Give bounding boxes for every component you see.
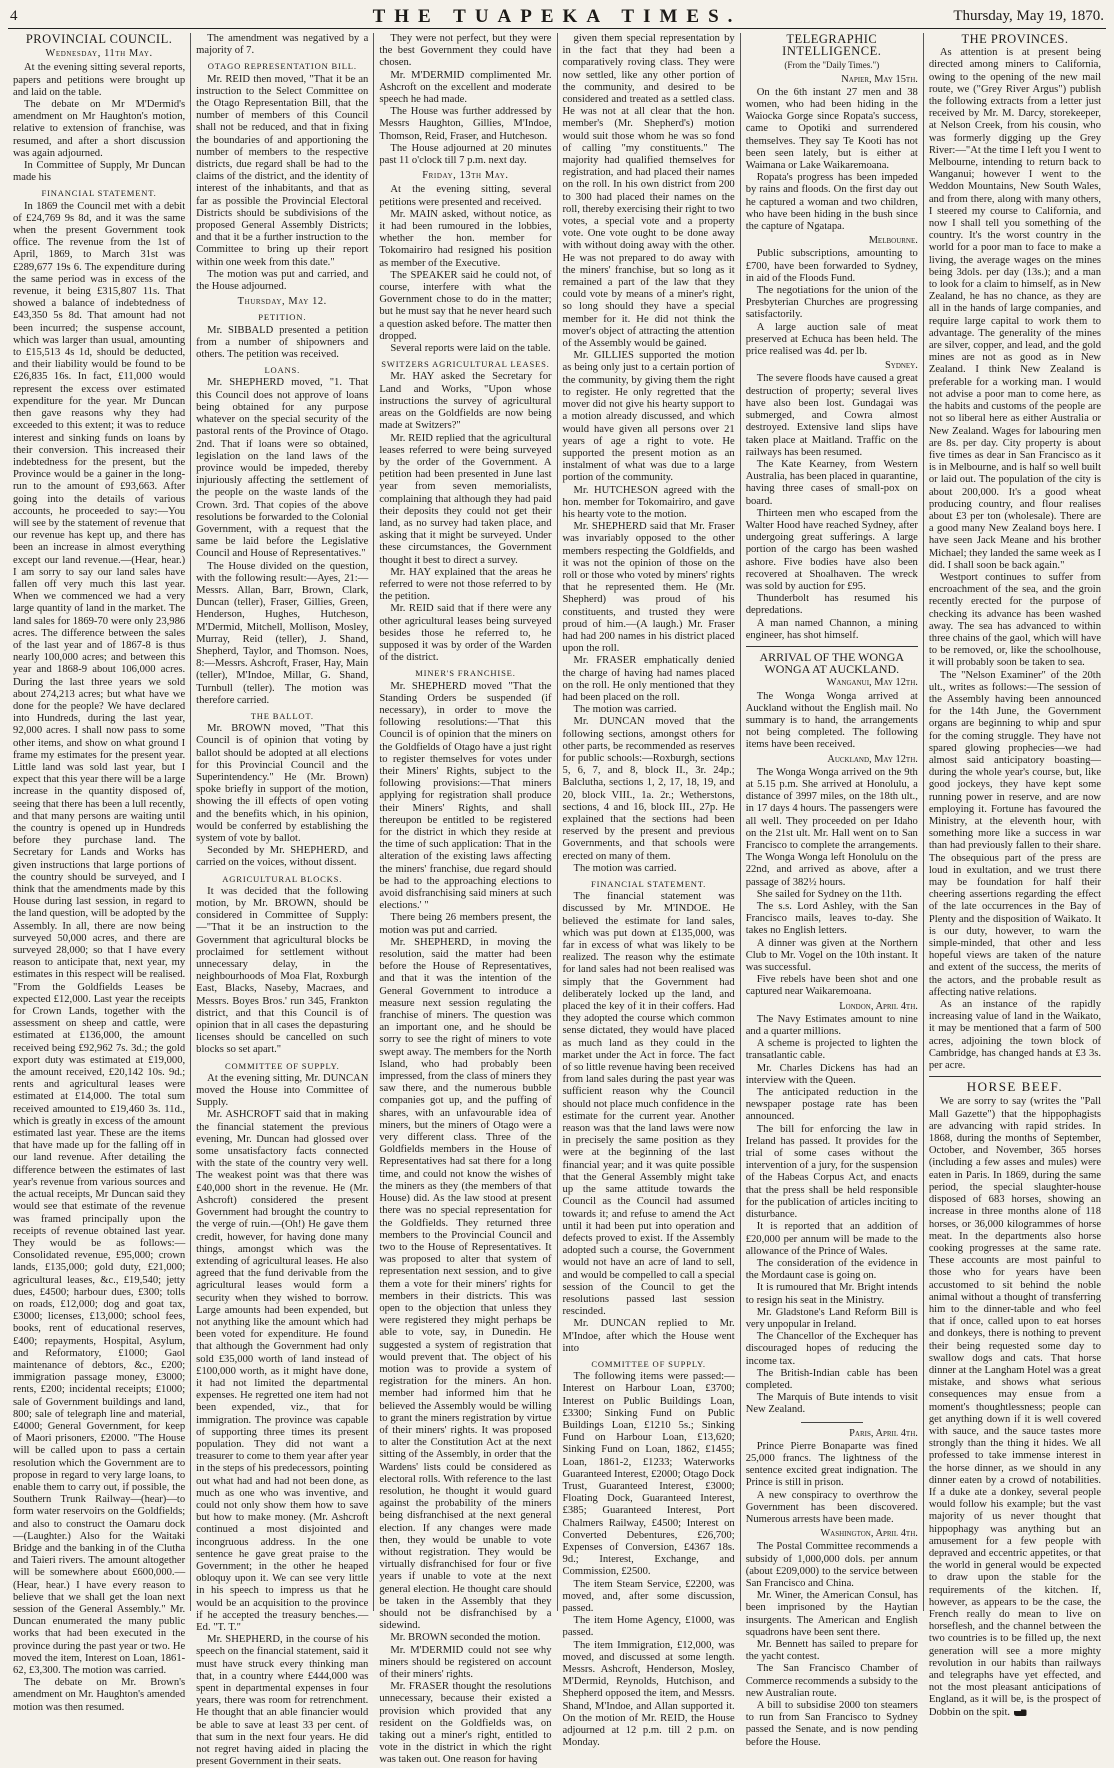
- paragraph: Mr. Bennett has sailed to prepare for the yacht contest.: [745, 1639, 918, 1663]
- dateline-friday: Friday, 13th May.: [422, 170, 509, 182]
- paragraph: The Chancellor of the Exchequer has discouraged hopes of reducing the income tax.: [745, 1331, 918, 1367]
- paragraph: Mr. DUNCAN moved that the following sections, amongst others for other parts, be recommended as reserves for public schools:—Roxburgh, sections 5, 6, 7, and 8, block II., 3r. 24p.; Balclutha, sections 1, 2, 17, 18, 19, and 20, block VIII., 1a. 2r.; Wetherstons, sections, 4 and 16, block III., 27p. He explained that the sections had been reserved by the present and previous Governments, and that schools were erected on many of them.: [562, 716, 735, 862]
- dateline-washington: Washington, April 4th.: [820, 1528, 918, 1540]
- telegraphic-intelligence-heading: TELEGRAPHIC INTELLIGENCE.: [782, 32, 882, 59]
- subheading-otago-representation: OTAGO REPRESENTATION BILL.: [207, 61, 357, 72]
- paragraph: Thunderbolt has resumed his depredations.: [745, 593, 918, 617]
- dateline-sydney: Sydney.: [884, 360, 918, 372]
- subheading-ballot: THE BALLOT.: [250, 710, 314, 721]
- column-2: [191, 33, 374, 1768]
- paragraph: The Kate Kearney, from Western Australia, has been placed in quarantine, having three cases of small-pox on board.: [745, 458, 918, 507]
- dateline-wednesday: Wednesday, 11th May.: [45, 48, 153, 60]
- paragraph: Mr. REID replied that the agricultural leases referred to were being surveyed by the order of the Government. A petition had been presented in June last year from seven memorialists, complaining that although they had paid their deposits they could not get their land, as no survey had taken place, and asking that it might be surveyed. Under these circumstances, the Government thought it best to direct a survey.: [379, 432, 552, 566]
- page-number: 4: [10, 8, 18, 24]
- paragraph: Public subscriptions, amounting to £700, have been forwarded to Sydney, in aid of the Floods Fund.: [745, 248, 918, 284]
- paragraph: The negotiations for the union of the Presbyterian Churches are progressing satisfactorily.: [745, 285, 918, 321]
- paragraph: The House was further addressed by Messrs Haughton, Gillies, M'Indoe, Thomson, Reid, Fraser, and Hutcheson.: [379, 106, 552, 142]
- paragraph: It was decided that the following motion, by Mr. BROWN, should be considered in Committee of Supply:—"That it be an instruction to the Government that agricultural blocks be proclaimed for settlement without unnecessary delay, in the neighbourhoods of Moa Flat, Roxburgh East, Blacks, Naseby, Macraes, and Messrs. Boyes Bros.' run 345, Frankton district, and that this Council is of opinion that in all cases the depasturing licenses should be cancelled on such blocks so set apart.": [196, 885, 369, 1056]
- paragraph: Mr. ASHCROFT said that in making the financial statement the previous evening, Mr. Duncan had glossed over some unsatisfactory facts connected with the state of the country very well. The weakest point was that there was £40,000 short in the revenue. He (Mr. Ashcroft) considered the present Government had brought the country to the verge of ruin.—(Oh!) He gave them credit, however, for having done many things, amongst which was the extending of agricultural leases. He also agreed that the fund derivable from the agricultural leases would form a security when they wished to borrow. Large amounts had been expended, but not anything like the amount which had been voted for expenditure. He found that although the Government had only sold £35,000 worth of land instead of £100,000 worth, as it might have done, it had not limited the departmental expenses. He regretted one item had not been expended, viz., that for immigration. The province was capable of supporting three times its present population. They did not want a treasurer to come to them year after year in the steps of his predecessors, pointing out what had and had not been done, as much as one who was inventive, and could not only show them how to save but how to make money. (Mr. Ashcroft continued a most disjointed and incongruous address. In the one sentence he gave great praise to the Government; in the other he heaped obloquy upon it. We can see very little in his speech to impress us that he would be an acquisition to the province if he accepted the treasury benches.—Ed. "T. T.": [196, 1109, 369, 1633]
- paragraph: Mr. REID said that if there were any other agricultural leases being surveyed besides those he referred to, he supposed it was by order of the Warden of the district.: [379, 603, 552, 664]
- paragraph: Ropata's progress has been impeded by rains and floods. On the first day out he captured a woman and two children, who have been hiding in the bush since the capture of Ngatapa.: [745, 172, 918, 233]
- paragraph: Mr. GILLIES supported the motion as being only just to a certain portion of the community, by giving them the right to register. He only regretted that the mover did not give his hearty support to a motion already discussed, and which would have given all persons over 21 years of age a right to vote. He supported the present motion as an instalment of what was due to a large portion of the community.: [562, 350, 735, 484]
- subheading-committee-of-supply: COMMITTEE OF SUPPLY.: [591, 1358, 706, 1369]
- paragraph: It is reported that an addition of £20,000 per annum will be made to the allowance of the Prince of Wales.: [745, 1221, 918, 1257]
- dateline-melbourne: Melbourne.: [868, 235, 918, 247]
- column-6: [924, 32, 1106, 1718]
- paragraph: Mr. M'DERMID could not see why miners should be registered on account of their miners' rights.: [379, 1644, 552, 1681]
- paragraph: A bill to subsidise 2000 ton steamers to run from San Francisco to Sydney passed the Senate, and is now pending before the House.: [745, 1700, 918, 1748]
- subheading-financial-statement: FINANCIAL STATEMENT.: [591, 879, 707, 890]
- subheading-committee-of-supply: COMMITTEE OF SUPPLY.: [224, 1060, 340, 1071]
- paragraph: Mr. DUNCAN replied to Mr. M'Indoe, after which the House went into: [562, 1318, 735, 1354]
- the-provinces-heading: THE PROVINCES.: [961, 32, 1069, 46]
- paragraph: Mr. Winer, the American Consul, has been imprisoned by the Haytian insurgents. The American and English squadrons have been sent there.: [745, 1590, 918, 1638]
- subheading-miners-franchise: MINER'S FRANCHISE.: [415, 668, 516, 679]
- paragraph: The Wonga Wonga arrived at Auckland without the English mail. No summary is to hand, the arrangements not being completed. The following items have been received.: [745, 690, 918, 751]
- paragraph: Mr. HAY explained that the areas he referred to were not those referred to by the petition.: [379, 566, 552, 603]
- newspaper-title: THE TUAPEKA TIMES.: [372, 6, 742, 27]
- divider: [801, 1422, 863, 1423]
- subheading-financial-statement: FINANCIAL STATEMENT.: [41, 188, 157, 199]
- paragraph: The following items were passed:—Interest on Harbour Loan, £3700; Interest on Public Buildings Loan, £3300; Sinking Fund on Public Buildings Loan, £1210 5s.; Sinking Fund on Harbour Loan, £13,620; Sinking Fund on Loan, 1862, £1455; Loan, 1861-2, £1233; Waterworks Guaranteed Interest, £2000; Otago Dock Trust, Guaranteed Interest, £3000; Floating Dock, Guaranteed Interest, £385; Guaranteed Interest, Port Chalmers Railway, £4500; Interest on Converted Debentures, £26,700; Expenses of Conversion, £4367 18s. 9d.; Interest, Exchange, and Commission, £2500.: [562, 1371, 735, 1578]
- paragraph: There being 26 members present, the motion was put and carried.: [379, 912, 552, 936]
- paragraph: The San Francisco Chamber of Commerce recommends a subsidy to the new Australian route.: [745, 1663, 918, 1699]
- issue-date: Thursday, May 19, 1870.: [953, 8, 1104, 24]
- paragraph: Mr. BROWN moved, "That this Council is of opinion that voting by ballot should be adopted at all elections for this Provincial Council and the Superintendency." He (Mr. Brown) spoke briefly in support of the motion, showing the ill effects of open voting and the benefits which, in his opinion, would be conferred by establishing the system of vote by ballot.: [196, 723, 369, 844]
- paragraph: A dinner was given at the Northern Club to Mr. Vogel on the 10th instant. It was successful.: [745, 937, 918, 974]
- paragraph: At the evening sitting, Mr. DUNCAN moved the House into Committee of Supply.: [196, 1072, 369, 1109]
- subheading-loans: LOANS.: [264, 365, 301, 376]
- paragraph: The Postal Committee recommends a subsidy of 1,000,000 dols. per annum (about £209,000) to the service between San Francisco and China.: [745, 1541, 918, 1589]
- paragraph: The consideration of the evidence in the Mordaunt case is going on.: [745, 1257, 918, 1282]
- paragraph: The Wonga Wonga arrived on the 9th at 5.15 p.m. She arrived at Honolulu, a distance of 3997 miles, on the 18th ult., in 17 days 4 hours. The passengers were all well. They proceeded on per Idaho on the 21st ult. Mr. Hall went on to San Francisco to complete the arrangements. The Wonga Wonga left Honolulu on the 22nd, and arrived as above, after a passage of 382½ hours.: [745, 766, 918, 888]
- dateline-thursday: Thursday, May 12.: [237, 296, 327, 308]
- wonga-wonga-heading: ARRIVAL OF THE WONGA WONGA AT AUCKLAND.: [746, 646, 918, 675]
- paragraph: A scheme is projected to lighten the transatlantic cable.: [745, 1038, 918, 1062]
- paragraph: She sailed for Sydney on the 11th.: [756, 888, 902, 900]
- paragraph: The severe floods have caused a great destruction of property; several lives have also been lost. Gundagai was submerged, and Cowra almost destroyed. Extensive land slips have taken place at Maitland. Traffic on the railways has been resumed.: [745, 373, 918, 458]
- paragraph: Mr. HAY asked the Secretary for Land and Works, "Upon whose instructions the survey of agricultural areas on the Goldfields are now being made at Switzers?": [379, 371, 552, 432]
- dateline-wanganui: Wanganui, May 12th.: [826, 677, 918, 689]
- provincial-council-heading: PROVINCIAL COUNCIL.: [25, 32, 173, 46]
- dateline-london: London, April 4th.: [839, 1000, 918, 1012]
- paragraph: The motion was carried.: [573, 862, 677, 874]
- paragraph: They were not perfect, but they were the best Government they could have chosen.: [379, 33, 552, 69]
- dateline-napier: Napier, May 15th.: [841, 73, 918, 85]
- paragraph: Mr. FRASER emphatically denied the charge of having had names placed on the roll. He only mentioned that they had been placed on the roll.: [562, 655, 735, 703]
- paragraph: The British-Indian cable has been completed.: [745, 1367, 918, 1391]
- paragraph: The financial statement was discussed by Mr. M'INDOE. He believed the estimate for land sales, which was put down at £135,000, was far in excess of what was likely to be realized. The reason why the estimate for land sales had not been realised was simply that the Government had deliberately locked up the land, and placed the key of it in their coffers. Had they adopted the course which common sense dictated, they would have placed as much land as they could in the market under the Act in force. The fact of so little revenue having been received from land sales during the past year was sufficient reason why the Council should not place much confidence in the estimate for the current year. Another reason was that the land laws were now in precisely the same position as they were at the beginning of the last financial year; and it was quite possible that the General Assembly might take up the same attitude towards the Council as the Council had assumed towards it; and refuse to amend the Act until it had been put into operation and defects proved to exist. If the Assembly adopted such a course, the Government would not have an acre of land to sell, and would be compelled to call a special session of the Council to get the resolutions passed last session rescinded.: [562, 891, 735, 1318]
- paragraph-horse-beef: [929, 1096, 1101, 1718]
- paragraph: The Navy Estimates amount to nine and a quarter millions.: [745, 1013, 918, 1038]
- paragraph: Mr. REID then moved, "That it be an instruction to the Select Committee on the Otago Representation Bill, that the number of members of this Council shall not be reduced, and that in fixing the boundaries of and apportioning the number of members to the respective districts, due regard shall be had to the claims of the district, and the identity of interest of the inhabitants, and that as far as possible the Provincial Electoral Districts should be subdivisions of the proposed General Assembly Districts; and that it be a further instruction to the Committee to bring up their report within one week from this date.": [196, 73, 369, 268]
- paragraph: At the evening sitting, several petitions were presented and received.: [379, 184, 552, 208]
- paragraph: On the 6th instant 27 men and 38 women, who had been hiding in the Waiocka Gorge since Ropata's success, came to Opotiki and surrendered themselves. They say Te Kooti has not been seen lately, but is either at Waimana or Lake Waikaremoana.: [745, 86, 918, 172]
- paragraph: Mr. Charles Dickens has had an interview with the Queen.: [745, 1062, 918, 1086]
- paragraph: As attention is at present being directed among miners to California, owing to the opening of the new mail route, we ("Grey River Argus") publish the following extracts from a letter just received by Mr. M. Darcy, storekeeper, at Nelson Creek, from his cousin, who was formerly digging up the Grey River:—"At the time I left you I went to Melbourne, intending to return back to Wanganui; however I went to the Weddon Mountains, New South Wales, and from there, along with many others, I steered my course to California, and now I shall tell you something of the country. It's the worst country in the world for a poor man to face to make a living, the average wages on the mines being 3dols. per day (13s.); and a man to look for a claim to himself, as in New Zealand, he has no chance, as they are all in the hands of large companies, and require large capital to work them to advantage. The generality of the mines are silver, copper, and lead, and the gold mines are not as good as in New Zealand. I think New Zealand is preferable for a working man. I would not advise a poor man to come here, as the habits and customs of the people are not so liberal here as either Australia or New Zealand. Wages for labouring men are 8s. per day. City property is about five times as dear in San Francisco as it is in Melbourne, and is half so well built or laid out. The population of the city is about 200,000. It's a good wheat producing country, and flour realises about £3 per ton (wholesale). There are a good many New Zealand boys here. I have seen Jack Meane and his brother Michael; they landed the same week as I did. I shall soon be back again.": [928, 47, 1102, 571]
- paragraph: given them special representation by in the fact that they had been a comparatively roving class. They were now settled, like any other portion of the community, and desired to be considered and treated as a settled class. He was not at all clear that the hon. member's (Mr. Shepherd's) motion would suit those whom he was so fond of calling "my constituents." The majority had qualified themselves for registration, and had placed their names on the roll. In his own district from 200 to 300 had placed their names on the roll, thereby exercising their right to two votes, a special vote and a property vote. One vote ought to be done away with without doing away with the other. He was not prepared to do away with the miners' franchise, but so long as it remained a part of the law that they could vote by means of a miner's right, so long should they have a special member for it. He did not think the mover's object of attracting the attention of the Assembly would be gained.: [562, 33, 735, 350]
- subheading-petition: PETITION.: [258, 312, 307, 323]
- paragraph: Mr. SHEPHERD, in moving the resolution, said the matter had been before the House of Representatives, and that it was the intention of the General Government to introduce a measure next session regulating the franchise of miners. The question was an important one, and he should be sorry to see the right of miners to vote swept away. The members for the North Island, who had probably been impressed, from the class of miners they saw there, and the numerous bubble companies got up, and the puffing of shares, with an unfavourable idea of miners, but the miners of Otago were a very different class. Three of the Goldfields members in the House of Representatives had sat there for a long time, and could not know the wishes of the miners as they (the members of that House) did. As the law stood at present there was no special representation for the Goldfields. They returned three members to the Provincial Council and two to the House of Representatives. It was proposed to alter that system of representation next session, and to give them a vote for their miners' rights for members in their districts. This was open to the objection that unless they were registered they might perhaps be able to vote, say, in Dunedin. He suggested a system of registration that would prevent that. The object of his motion was to provide a system of registration for the miners. An hon. member had informed him that he believed the Assembly would be willing to grant the miners registration by virtue of their miners' rights. It was proposed to alter the Constitution Act at the next sitting of the Assembly, in order that the Wardens' lists could be considered as electoral rolls. With reference to the last resolution, he thought it would guard against the probability of the miners being disfranchised at the next general election. If any changes were made then, they would be unable to vote without registration. They would be virtually disfranchised for four or five years if unable to vote at the next general election. He thought care should be taken in the Assembly that they should not be disfranchised by a sidewind.: [379, 936, 552, 1632]
- paragraph: The debate on Mr. Brown's amendment on Mr. Haughton's amended motion was then resumed.: [13, 1677, 186, 1713]
- paragraph: The anticipated reduction in the newspaper postage rate has been announced.: [745, 1087, 918, 1123]
- column-4: [558, 33, 741, 1749]
- paragraph: Mr. SHEPHERD moved "That the Standing Orders be suspended (if necessary), in order to move the following resolutions:—'That this Council is of opinion that the miners on the Goldfields of Otago have a just right to register themselves for votes under their Miners' Rights, subject to the following provisions:—That miners applying for registration shall produce their Miners' Rights, and shall thereupon be entitled to be registered for the district in which they reside at the time of such application: That in the alteration of the existing laws affecting the miners' franchise, due regard should be had to the approaching elections to avoid disfranchising said miners at such elections.' ": [379, 680, 552, 912]
- paragraph: In Committee of Supply, Mr Duncan made his: [13, 160, 186, 184]
- paragraph: Mr. HUTCHESON agreed with the hon. member for Tokomairiro, and gave his hearty vote to the motion.: [562, 484, 735, 520]
- paragraph: The debate on Mr M'Dermid's amendment on Mr Haughton's motion, relative to extension of franchise, was resumed, and after a short discussion was again adjourned.: [13, 99, 186, 159]
- paragraph: Mr. SIBBALD presented a petition from a number of shipowners and others. The petition was received.: [196, 324, 369, 361]
- horse-beef-heading: HORSE BEEF.: [929, 1076, 1101, 1093]
- column-1: [8, 32, 191, 1713]
- pointing-hand-icon: [1013, 1708, 1027, 1717]
- paragraph: The item Steam Service, £2200, was moved, and, after some discussion, passed.: [562, 1578, 735, 1614]
- paragraph: Mr. Gladstone's Land Reform Bill is very unpopular in Ireland.: [745, 1306, 918, 1330]
- paragraph: A new conspiracy to overthrow the Government has been discovered. Numerous arrests have been made.: [745, 1489, 918, 1525]
- paragraph: Mr. FRASER thought the resolutions unnecessary, because their existed a provision which provided that any resident on the Goldfields was, on taking out a miner's right, entitled to vote in the district in which the right was taken out. One reason for having: [379, 1681, 552, 1766]
- paragraph: Mr. BROWN seconded the motion.: [390, 1632, 541, 1644]
- paragraph: The House divided on the question, with the following result:—Ayes, 21:—Messrs. Allan, Barr, Brown, Clark, Duncan (teller), Fraser, Gillies, Green, Henderson, Hughes, Hutcheson, M'Dermid, Mitchell, Mollison, Mosley, Murray, Reid (teller), J. Shand, Shepherd, Taylor, and Thomson. Noes, 8:—Messrs. Ashcroft, Fraser, Hay, Main (teller), M'Indoe, Millar, G. Shand, Turnbull (teller). The motion was therefore carried.: [196, 560, 369, 706]
- dateline-auckland: Auckland, May 12th.: [827, 753, 918, 765]
- paragraph: Westport continues to suffer from encroachment of the sea, and the groin recently erected for the purpose of checking its advance has been washed away. The sea has advanced to within three chains of the gaol, which will have to be removed, or, like the schoolhouse, it will probably soon be taken to sea.: [928, 571, 1102, 669]
- paragraph: As an instance of the rapidly increasing value of land in the Waikato, it may be mentioned that a farm of 500 acres, adjoining the town block of Cambridge, has changed hands at £3 3s. per acre.: [928, 999, 1102, 1072]
- paragraph: The Marquis of Bute intends to visit New Zealand.: [745, 1392, 918, 1416]
- paragraph: Mr. MAIN asked, without notice, as it had been rumoured in the lobbies, whether the hon. member for Tokomairiro had resigned his position as member of the Executive.: [379, 208, 552, 269]
- paragraph: A large auction sale of meat preserved at Echuca has been held. The price realised was 4d. per lb.: [745, 321, 918, 358]
- paragraph: The SPEAKER said he could not, of course, interfere with what the Government chose to do in the matter; but he must say that he never heard such a question asked before. The matter then dropped.: [379, 269, 552, 342]
- columns: [8, 32, 1106, 1768]
- paragraph: The item Immigration, £12,000, was moved, and discussed at some length. Messrs. Ashcroft, Henderson, Mosley, M'Dermid, Reynolds, Hutchison, and Shepherd opposed the item, and Messrs. Shand, M'Indoe, and Allan supported it. On the motion of Mr. REID, the House adjourned at 12 p.m. till 2 p.m. on Monday.: [562, 1639, 735, 1749]
- paragraph: Mr. SHEPHERD said that Mr. Fraser was invariably opposed to the other members respecting the Goldfields, and it was not the opinion of those on the roll or those who voted by miners' rights that he represented them. He (Mr. Shepherd) was proud of his constituents, and trusted they were proud of him.—(A laugh.) Mr. Fraser had had 200 names in his district placed upon the roll.: [562, 521, 735, 655]
- paragraph: Mr. M'DERMID complimented Mr. Ashcroft on the excellent and moderate speech he had made.: [379, 69, 552, 106]
- paragraph: Mr. SHEPHERD, in the course of his speech on the financial statement, said it must have struck every thinking man that, in a country where £444,000 was spent in departmental expenses in four years, there was room for retrenchment. He thought that an able financier would be able to save at least 33 per cent. of that sum in the next four years. He did not regret having aided in placing the present Government in their seats.: [196, 1634, 369, 1768]
- masthead: [8, 6, 1106, 29]
- paragraph: At the evening sitting several reports, papers and petitions were brought up and laid on the table.: [13, 62, 186, 98]
- paragraph: It is rumoured that Mr. Bright intends to resign his seat in the Ministry.: [745, 1282, 918, 1306]
- subheading-agricultural-blocks: AGRICULTURAL BLOCKS.: [222, 873, 343, 884]
- subheading-switzers-leases: SWITZERS AGRICULTURAL LEASES.: [381, 359, 550, 370]
- paragraph: The bill for enforcing the law in Ireland has passed. It provides for the trial of some cases without the intervention of a jury, for the suspension of the Habeas Corpus Act, and enacts that the press shall be held responsible for the publication of articles inciting to disturbance.: [745, 1123, 918, 1221]
- paragraph: Mr. SHEPHERD moved, "1. That this Council does not approve of loans being obtained for any purpose whatever on the special security of the pastoral rents of the Province of Otago. 2nd. That if loans were so obtained, legislation on the land laws of the province would be impeded, thereby injuriously affecting the settlement of the people on the waste lands of the Crown. 3rd. That copies of the above resolutions be forwarded to the Colonial Government, with a request that the same be laid before the Legislative Council and House of Representatives.": [196, 377, 369, 560]
- paragraph: The motion was carried.: [573, 704, 677, 716]
- paragraph: Five rebels have been shot and one captured near Waikaremoana.: [745, 974, 918, 998]
- paragraph: The House adjourned at 20 minutes past 11 o'clock till 7 p.m. next day.: [379, 142, 552, 167]
- column-5: [741, 32, 924, 1748]
- paragraph: The "Nelson Examiner" of the 20th ult., writes as follows:—The session of the Assembly having been announced for the 14th June, the Government organs are beginning to whip and spur for the coming struggle. They have not spared glowing prophecies—we had almost said anticipatory boasting—during the whole year's course, but, like good jockeys, they have kept some running power in reserve, and are now employing it. Fortune has favoured the Ministry, at the eleventh hour, with something more like a success in war than had previously fallen to their share. The obsequious part of the press are loud in exultation, and we trust there may be foundation for half their cheering assertions regarding the effect of the late occurrences in the Bay of Plenty and the disposition of Waikato. It is our duty, however, to warn the simple-minded, that other and less hopeful views are taken of the nature and extent of the success, the merits of the actors, and the probable result as affecting native relations.: [928, 669, 1102, 998]
- column-3: [374, 33, 557, 1766]
- paragraph: The item Home Agency, £1000, was passed.: [562, 1615, 735, 1639]
- paragraph-text: We are sorry to say (writes the "Pall Mall Gazette") that the hippophagists are advancing with rapid strides. In 1868, during the months of September, October, and November, 365 horses (including a few asses and mules) were eaten in Paris. In 1869, during the same period, the special slaughter-house disposed of 683 horses, showing an increase in three months alone of 118 horses, or 36,000 kilogrammes of horse meat. In the departments also horse cooking progresses at the same rate. These accounts are most painful to those who for years have been accustomed to sit behind the noble animal without a thought of transferring him to the dinner-table and who feel that if once, called upon to eat horses and donkeys, there is nothing to prevent their being requested some day to swallow dogs and cats. That horse dinner at the Langham Hotel was a great mistake, and shows what serious consequences may ensue from a moment's thoughtlessness; people can get anything down if it is well covered with sauce, and the sauce tastes more strongly than the thing it hides. We all professed to take immense interest in the horse dinner, as we should in any dinner eaten by a crowd of notabilities. If a duke ate a donkey, several people would follow his example; but the vast majority of us never thought that hippophagy was anything but an amusement for a few people with depraved and eccentric appetites, or that the world in general would be expected to draw upon the stable for the requirements of the kitchen. If, however, as appears to be the case, the French really do mean to live on horseflesh, and the channel between the two countries is to be filled up, the next generation will see a more mighty revolution in our habits than railways and telegraphs have yet effected, and not the most pleasant anticipations of England, as it will be, is the prospect of Dobbin on the spit.: [928, 1096, 1102, 1718]
- paragraph: The s.s. Lord Ashley, with the San Francisco mails, leaves to-day. She takes no English letters.: [745, 901, 918, 937]
- source-credit: (From the "Daily Times."): [784, 60, 880, 71]
- paragraph: A man named Channon, a mining engineer, has shot himself.: [745, 617, 918, 641]
- paragraph: Prince Pierre Bonaparte was fined 25,000 francs. The lightness of the sentence excited great indignation. The Prince is still in prison.: [745, 1440, 918, 1489]
- paragraph: The motion was put and carried, and the House adjourned.: [196, 268, 369, 293]
- paragraph: In 1869 the Council met with a debit of £24,769 9s 8d, and it was the same when the present Government took office. The revenue from the 1st of April, 1869, to March 31st was £289,677 19s 6. The expenditure during the same period was in excess of the revenue, it being £315,807 11s. That showed a balance of indebtedness of £43,350 5s 8d. That amount had not been incurred; the suspense account, which was larger than usual, amounting to £15,513 4s 1d, should be deducted, and their liability would be found to be £26,835 16s. In fact, £11,000 would represent the excess over estimated expenditure for the year. Mr Duncan then gave reasons why they had exceeded to this extent; it was to reduce interest and sinking funds on loans by their conversion. This increased their indebtedness for the present, but the Province would be a gainer in the long-run to the amount of £93,663. After going into the details of various accounts, he proceeded to say:—You will see by the statement of revenue that our revenue has kept up, and there has been an increase in almost everything except our land revenue.—(Hear, hear.) I am sorry to say our land sales have fallen off very much this last year. When we commenced we had a very large quantity of land in the market. The land sales for 1869-70 were only 23,986 acres. The difference between the sales of the last year and of 1867-8 is thus nearly 100,000 acres; and between this year and 1868-9 about 106,000 acres. During the last three years we sold about 274,213 acres; but what have we done for the people? We have declared into Hundreds, during the last year, 92,000 acres. I shall now pass to some other items, and show on what ground I frame my estimates for the present year. Little land was sold last year, but I expect that this year there will be a large increase in the quantity disposed of, seeing that there has been a lull recently, and that many persons are waiting until the country is opened up in Hundreds before they purchase land. The Secretary for Lands and Works has given instructions that large portions of the country should be surveyed, and I think that the amendments made by this House during last session, in regard to the land question, will be adopted by the Assembly. In all, there are now being surveyed 50,000 acres, and there are surveyed 28,000; so that I have every reason to anticipate that, next year, my estimates in this respect will be realised. "From the Goldfields Leases be expected £12,000. Last year the receipts for Crown Lands, together with the assessment on sheep and cattle, were estimated at £136,000, the amount received being £92,962 7s. 3d.; the gold export duty was estimated at £19,000, the amount received, £20,142 10s. 9d.; rents and agricultural leases were estimated at £14,000. The total sum received amounted to £19,460 3s. 11d., which is greatly in excess of the amount estimated last year. These are the items that have made up for the falling off in our land revenue. After detailing the difference between the estimates of last year's revenue from various sources and the actual receipts, Mr Duncan said they would see that estimate of the revenue was framed principally upon the receipts of revenue obtained last year. They would be as follows:—Consolidated revenue, £95,000; crown lands, £135,000; gold duty, £21,000; agricultural leases, &c., £19,540; jetty dues, £4500; harbour dues, £300; tolls on roads, £12,000; dog and goat tax, £3000; licenses, £13,000; school fees, books, rent of educational reserves, £400; repayments, Hospital, Asylum, and Reformatory, £1000; Gaol maintenance of debtors, &c., £200; immigration passage money, £3000; rents, £200; incidental receipts; £1000; sale of Government buildings and land, 800; sale of telegraph line and material, £4000; General Government, for keep of Maori prisoners, £2000. "The House will be called upon to pass a certain resolution which the Government are to propose in regard to very large loans, to enable them to carry out, if possible, the Southern Trunk Railway—(hear)—to form water reservoirs on the Goldfields; and also to construct the Oamaru dock—(Laughter.) Also for the Waitaki Bridge and the banking in of the Clutha and Taieri rivers. The amount altogether will be somewhere about £600,000.—(Hear, hear.) I have every reason to believe that we shall get the loan next session of the General Assembly." Mr. Duncan enumerated the many public works that had been executed in the province during the past year or two. He moved the item, Interest on Loan, 1861-62, £3,300. The motion was carried.: [13, 200, 186, 1677]
- paragraph: The amendment was negatived by a majority of 7.: [196, 33, 369, 57]
- dateline-paris: Paris, April 4th.: [849, 1427, 918, 1439]
- paragraph: Several reports were laid on the table.: [390, 343, 551, 355]
- paragraph: Seconded by Mr. SHEPHERD, and carried on the voices, without dissent.: [196, 845, 369, 869]
- paragraph: Thirteen men who escaped from the Walter Hood have reached Sydney, after undergoing great sufferings. A large portion of the cargo has been washed ashore. Five bodies have also been recovered at Shoalhaven. The wreck was sold by auction for £95.: [745, 507, 918, 592]
